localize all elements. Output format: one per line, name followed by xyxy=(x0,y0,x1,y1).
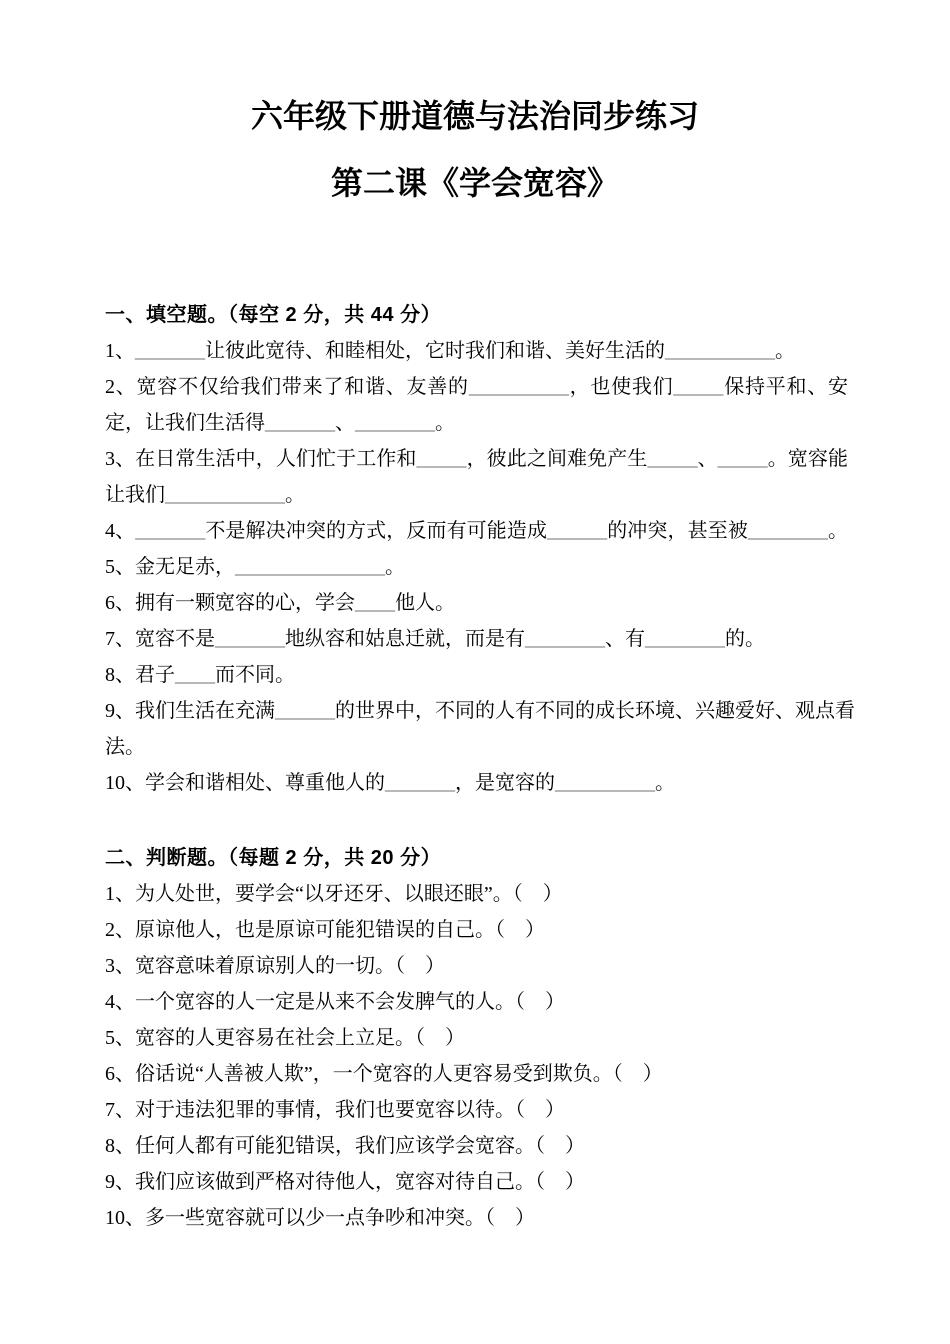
judge-q10: 10、多一些宽容就可以少一点争吵和冲突。（ ） xyxy=(105,1207,535,1229)
judge-q7: 7、对于违法犯罪的事情，我们也要宽容以待。（ ） xyxy=(105,1099,565,1121)
fill-q3-line1: 3、在日常生活中，人们忙于工作和_____，彼此之间难免产生_____、_____。宽容能 xyxy=(105,448,848,470)
answer-blank: ___________ xyxy=(665,340,775,362)
answer-blank: _______ xyxy=(385,772,455,794)
fill-q3-line2: 让我们____________。 xyxy=(105,484,305,506)
answer-blank: _____ xyxy=(673,376,724,398)
answer-blank: _______________ xyxy=(235,556,385,578)
judge-q2: 2、原谅他人，也是原谅可能犯错误的自己。（ ） xyxy=(105,919,545,941)
judge-q3: 3、宽容意味着原谅别人的一切。（ ） xyxy=(105,955,445,977)
answer-blank: _______ xyxy=(135,520,206,542)
answer-blank: ______ xyxy=(547,520,608,542)
fill-q2-line1: 2、宽容不仅给我们带来了和谐、友善的__________，也使我们_____保持平和、安 xyxy=(105,376,849,398)
answer-blank: _______ xyxy=(135,340,205,362)
fill-q10: 10、学会和谐相处、尊重他人的_______，是宽容的__________。 xyxy=(105,772,675,794)
answer-blank: __________ xyxy=(555,772,655,794)
fill-blank-section-heading: 一、填空题。（每空 2 分，共 44 分） xyxy=(105,304,442,326)
answer-blank: _______ xyxy=(215,628,285,650)
judge-q6: 6、俗话说“人善被人欺”，一个宽容的人更容易受到欺负。（ ） xyxy=(105,1063,663,1085)
answer-blank: __________ xyxy=(468,376,569,398)
answer-blank: ____ xyxy=(175,664,215,686)
fill-q9-line2: 法。 xyxy=(105,736,145,758)
judge-q1: 1、为人处世，要学会“以牙还牙、以眼还眼”。（ ） xyxy=(105,883,563,905)
fill-q2-line2: 定，让我们生活得_______、________。 xyxy=(105,412,455,434)
judgement-section-heading: 二、判断题。（每题 2 分，共 20 分） xyxy=(105,847,442,869)
doc-subtitle: 第二课《学会宽容》 xyxy=(330,165,619,201)
fill-q9-line1: 9、我们生活在充满______的世界中，不同的人有不同的成长环境、兴趣爱好、观点看 xyxy=(105,700,855,722)
answer-blank: _____ xyxy=(717,448,768,470)
judge-q9: 9、我们应该做到严格对待他人，宽容对待自己。（ ） xyxy=(105,1171,585,1193)
doc-title: 六年级下册道德与法治同步练习 xyxy=(250,98,699,134)
fill-q8: 8、君子____而不同。 xyxy=(105,664,295,686)
answer-blank: ____ xyxy=(355,592,395,614)
answer-blank: ______ xyxy=(275,700,335,722)
answer-blank: ________ xyxy=(355,412,435,434)
document-body xyxy=(0,297,950,1236)
fill-q7: 7、宽容不是_______地纵容和姑息迁就，而是有________、有________的。 xyxy=(105,628,765,650)
answer-blank: ____________ xyxy=(165,484,285,506)
answer-blank: _____ xyxy=(416,448,467,470)
answer-blank: _____ xyxy=(647,448,698,470)
answer-blank: ________ xyxy=(645,628,725,650)
fill-q1: 1、_______让彼此宽待、和睦相处，它时我们和谐、美好生活的___________。 xyxy=(105,340,795,362)
answer-blank: _______ xyxy=(265,412,335,434)
answer-blank: ________ xyxy=(525,628,605,650)
judge-q8: 8、任何人都有可能犯错误，我们应该学会宽容。（ ） xyxy=(105,1135,585,1157)
fill-q5: 5、金无足赤，_______________。 xyxy=(105,556,405,578)
judge-q5: 5、宽容的人更容易在社会上立足。（ ） xyxy=(105,1027,465,1049)
judge-q4: 4、一个宽容的人一定是从来不会发脾气的人。（ ） xyxy=(105,991,565,1013)
fill-q4: 4、_______不是解决冲突的方式，反而有可能造成______的冲突，甚至被________。 xyxy=(105,520,849,542)
answer-blank: ________ xyxy=(747,520,828,542)
fill-q6: 6、拥有一颗宽容的心，学会____他人。 xyxy=(105,592,455,614)
